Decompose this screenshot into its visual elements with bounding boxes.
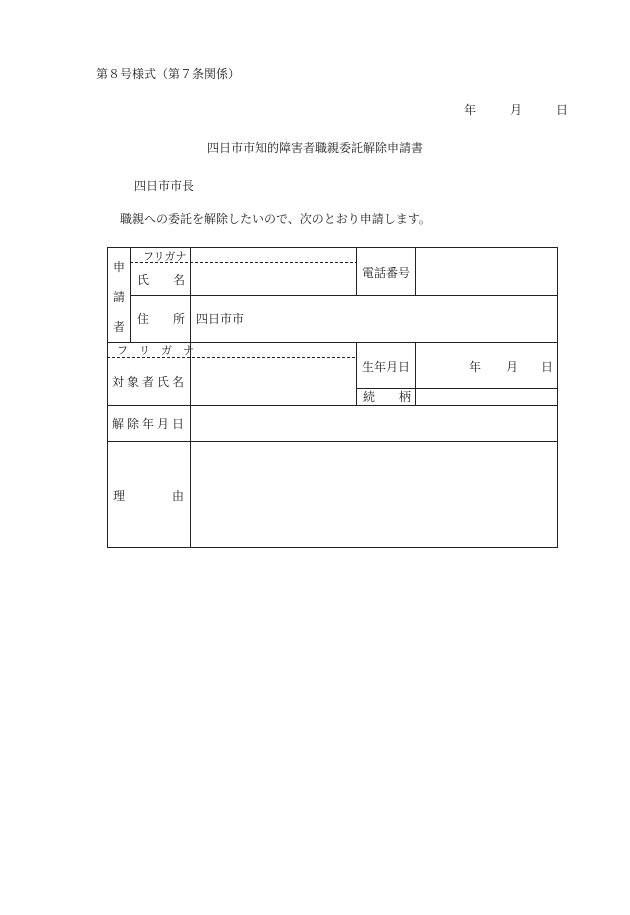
applicant-address-label: 住 所 [137,312,186,326]
reason-label-left: 理 [113,489,126,503]
form-title: 四日市市知的障害者職親委託解除申請書 [206,141,423,155]
request-text: 職親への委託を解除したいので、次のとおり申請します。 [120,212,431,226]
birthdate-field[interactable] [416,343,557,388]
applicant-address-field[interactable]: 四日市市 [196,312,245,326]
date-month: 月 [510,103,523,117]
date-day: 日 [556,103,569,117]
release-date-label: 解除年月日 [112,417,188,431]
form-number: 第８号様式（第７条関係） [96,67,241,81]
subject-furigana-label: フ リ ガ ナ [117,344,194,357]
subject-furigana-field[interactable] [191,343,356,357]
reason-label-right: 由 [172,489,185,503]
applicant-furigana-field[interactable] [191,248,356,262]
birth-month: 月 [506,360,519,374]
phone-label: 電話番号 [362,266,411,280]
applicant-label-char: 申 [112,260,125,274]
subject-name-label: 対象者氏名 [112,375,188,389]
release-date-field[interactable] [191,406,557,441]
relation-label: 続 柄 [363,390,412,404]
applicant-name-field[interactable] [191,263,356,295]
subject-name-field[interactable] [191,358,356,405]
applicant-name-label: 氏 名 [137,273,186,287]
applicant-furigana-label: フリガナ [143,250,187,263]
applicant-label-char: 請 [112,290,125,304]
phone-field[interactable] [416,248,557,295]
birthdate-label: 生年月日 [362,360,411,374]
birth-year: 年 [469,360,482,374]
reason-field[interactable] [191,442,557,547]
date-year: 年 [464,103,477,117]
applicant-label-char: 者 [112,320,125,334]
birth-day: 日 [541,360,554,374]
relation-field[interactable] [416,389,557,405]
addressee: 四日市市長 [134,179,195,193]
applicant-section-label [112,261,126,351]
